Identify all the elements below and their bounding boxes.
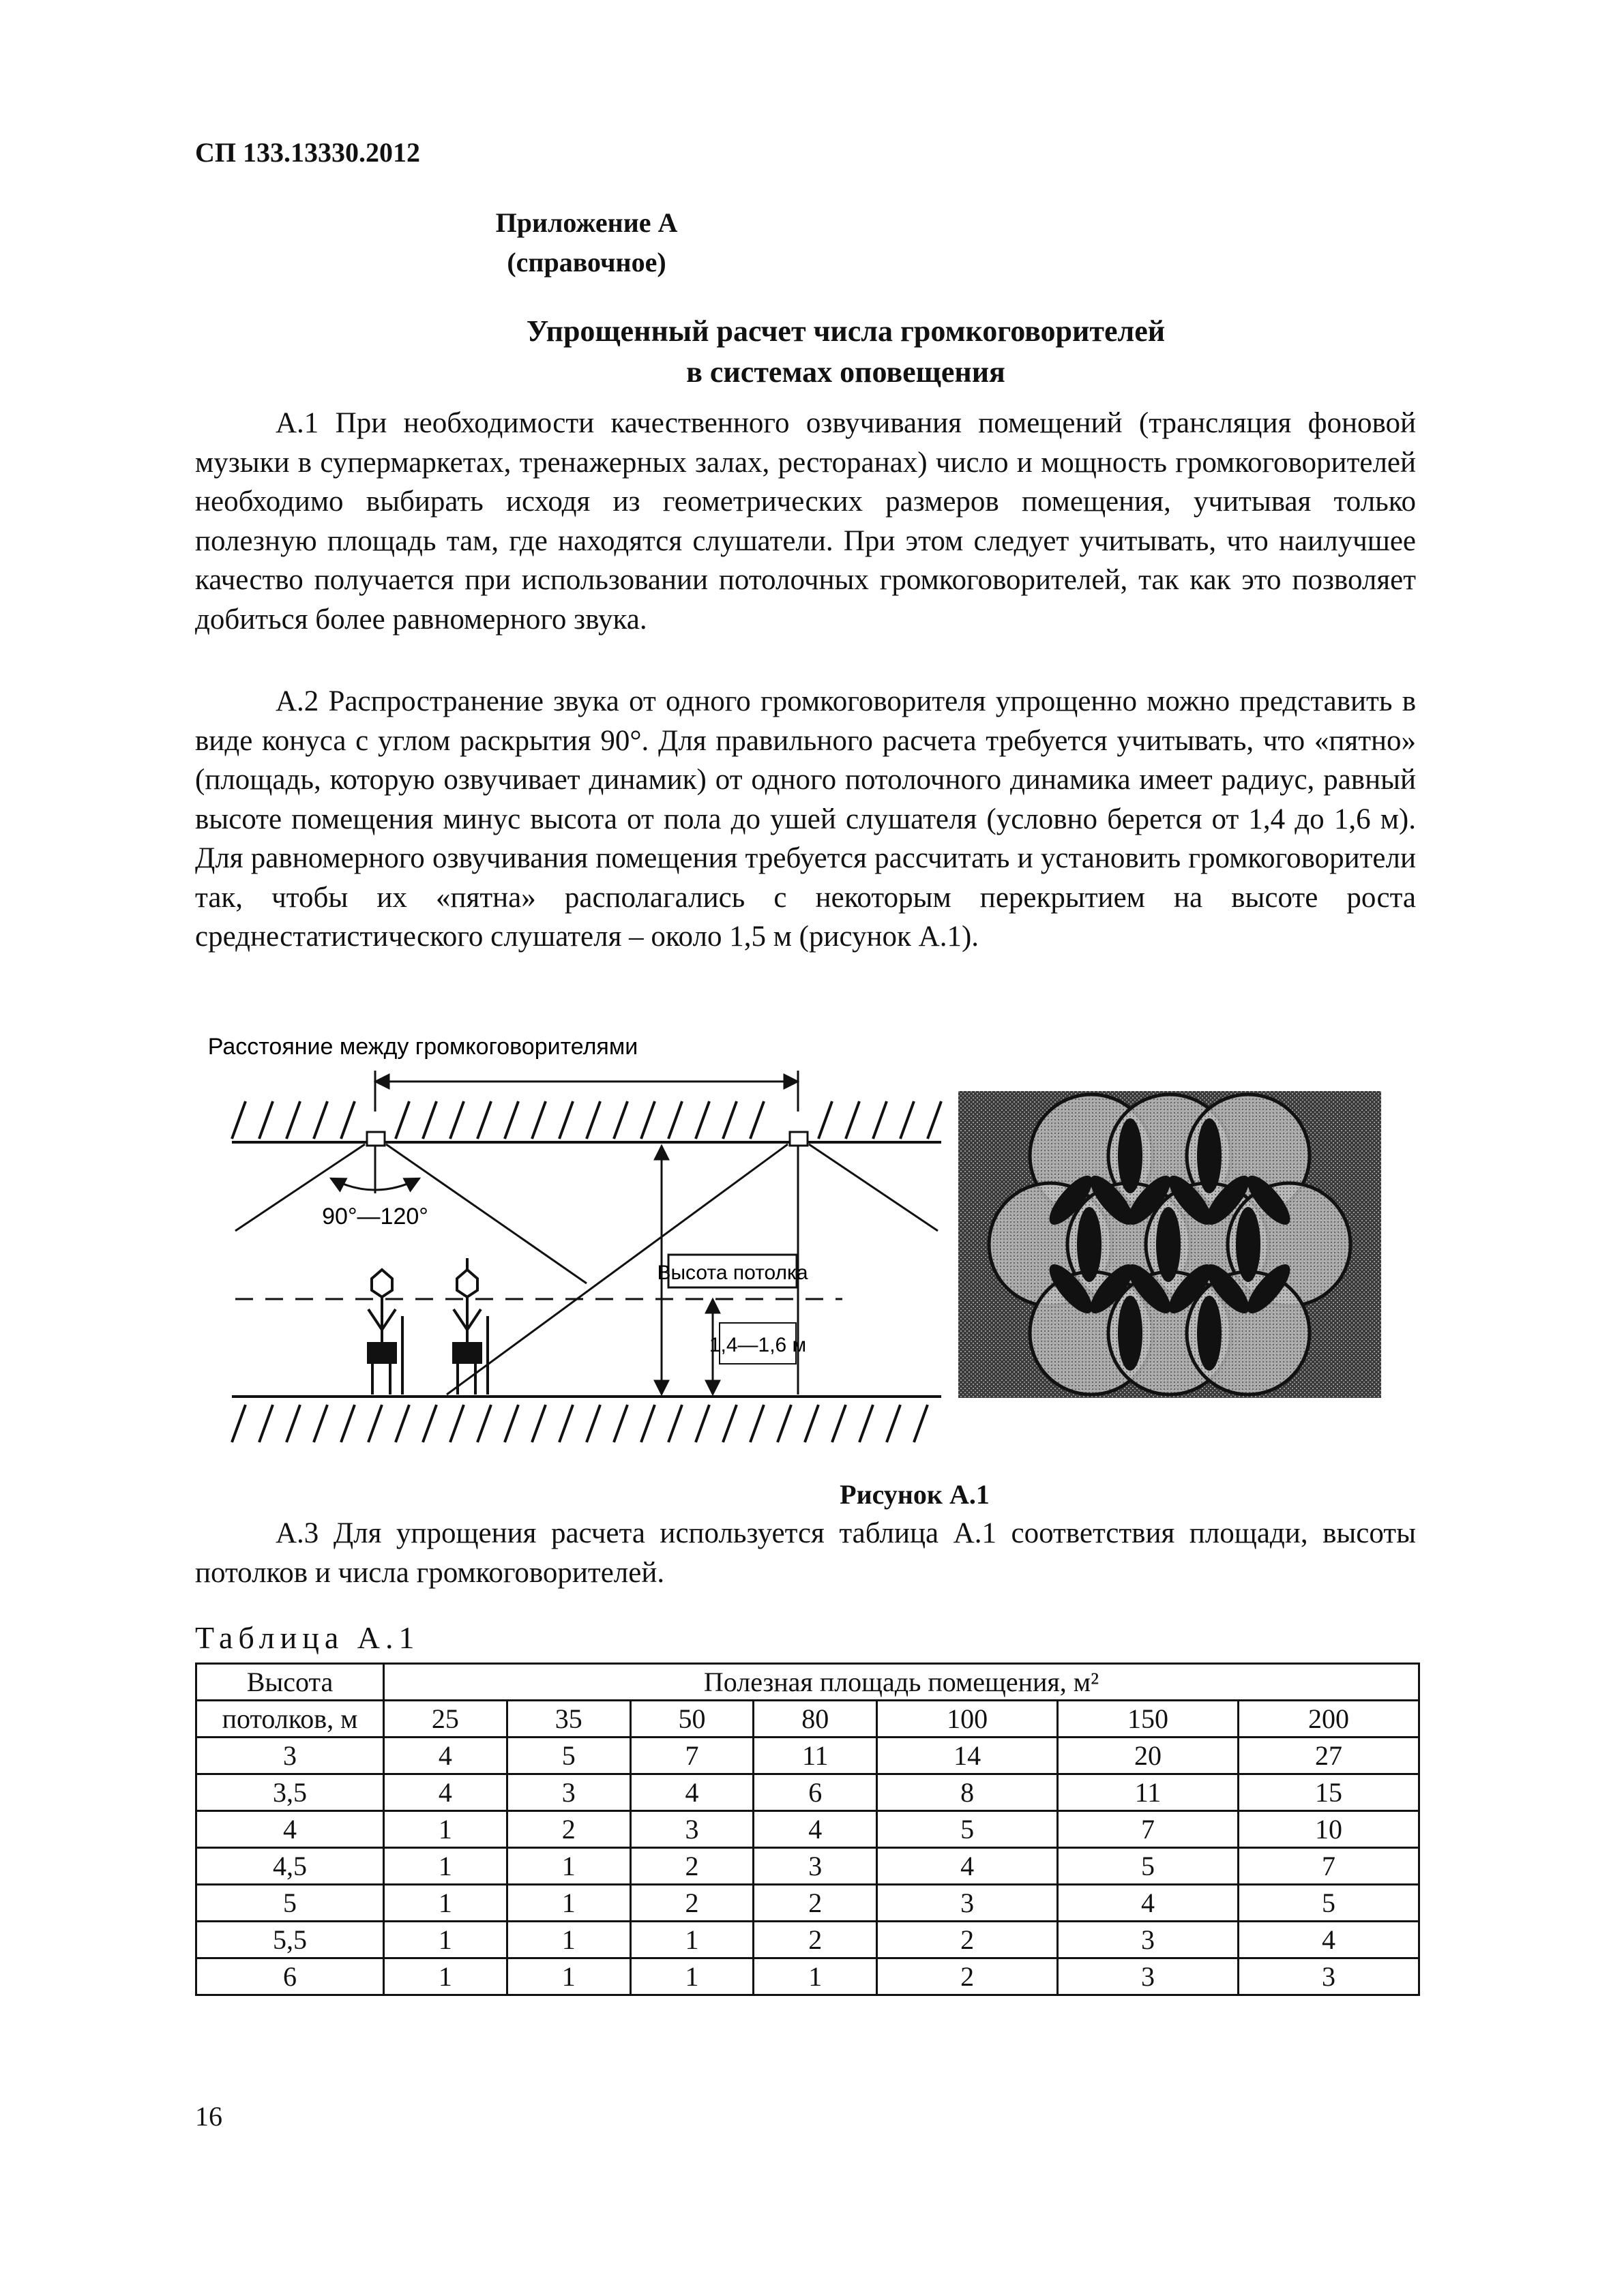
- table-cell: 2: [507, 1811, 630, 1848]
- table-cell: 1: [630, 1922, 754, 1958]
- table-cell: 1: [384, 1885, 507, 1922]
- table-cell: 7: [1058, 1811, 1239, 1848]
- annex-subtitle: (справочное): [507, 247, 666, 278]
- table-cell: 8: [877, 1774, 1058, 1811]
- column-header: 80: [754, 1701, 877, 1738]
- table-cell: 4: [630, 1774, 754, 1811]
- table-cell: 3,5: [196, 1774, 384, 1811]
- table-cell: 11: [1058, 1774, 1239, 1811]
- page-number: 16: [195, 2101, 222, 2132]
- figure-caption: [0, 1478, 1611, 1510]
- table-cell: 3: [1238, 1958, 1419, 1995]
- column-header: 100: [877, 1701, 1058, 1738]
- table-cell: 5: [877, 1811, 1058, 1848]
- column-header: 35: [507, 1701, 630, 1738]
- section-title-line1: Упрощенный расчет числа громкоговорителей: [526, 314, 1166, 348]
- table-cell: 2: [877, 1958, 1058, 1995]
- table-row: [196, 1885, 1419, 1922]
- table-cell: 2: [630, 1848, 754, 1885]
- figure-caption-text: Рисунок А.1: [840, 1479, 990, 1510]
- paragraph-a1: А.1 При необходимости качественного озвучивания помещений (трансляция фоновой музыки в супермаркетах, тренажерных залах, ресторанах) число и мощность громкоговорителей необходимо выбирать исходя из геометрических размеров помещения, учитывая только полезную площадь там, где находятся слушатели. При этом следует учитывать, что наилучшее качество получается при использовании потолочных громкоговорителей, так как это позволяет добиться более равномерного звука.: [195, 407, 1416, 636]
- annex-title: Приложение А: [495, 207, 678, 238]
- table-cell: 3: [1058, 1922, 1239, 1958]
- floor-hatching: [232, 1405, 928, 1442]
- table-cell: 14: [877, 1738, 1058, 1774]
- table-cell: 4: [384, 1774, 507, 1811]
- angle-label: 90°—120°: [322, 1204, 428, 1229]
- table-cell: 1: [384, 1922, 507, 1958]
- table-cell: 4: [1238, 1922, 1419, 1958]
- ear-height-label: 1,4—1,6 м: [709, 1334, 807, 1356]
- table-cell: 10: [1238, 1811, 1419, 1848]
- speaker-1: [367, 1132, 385, 1146]
- table-cell: 2: [877, 1922, 1058, 1958]
- table-cell: 5: [196, 1885, 384, 1922]
- ceiling-hatching: [232, 1101, 941, 1139]
- table-cell: 4,5: [196, 1848, 384, 1885]
- speaker-count-table: [195, 1663, 1420, 1996]
- listener-1: [368, 1270, 402, 1395]
- table-row: [196, 1922, 1419, 1958]
- table-cell: 2: [754, 1885, 877, 1922]
- table-cell: 1: [507, 1922, 630, 1958]
- table-row: [196, 1848, 1419, 1885]
- table-cell: 3: [196, 1738, 384, 1774]
- table-cell: 1: [384, 1848, 507, 1885]
- paragraph-a3: А.3 Для упрощения расчета используется таблица А.1 соответствия площади, высоты потолков и числа громкоговорителей.: [195, 1517, 1416, 1589]
- table-cell: 4: [877, 1848, 1058, 1885]
- table-row: [196, 1811, 1419, 1848]
- column-header: 50: [630, 1701, 754, 1738]
- section-title: [437, 311, 1255, 393]
- table-cell: 3: [754, 1848, 877, 1885]
- paragraph-a2: А.2 Распространение звука от одного громкоговорителя упрощенно можно представить в виде конуса с углом раскрытия 90°. Для правильного расчета требуется учитывать, что «пятно» (площадь, которую озвучивает динамик) от одного потолочного динамика имеет радиус, равный высоте помещения минус высота от пола до ушей слушателя (условно берется от 1,4 до 1,6 м). Для равномерного озвучивания помещения требуется рассчитать и установить громкоговорители так, чтобы их «пятна» располагались с некоторым перекрытием на высоте роста среднестатистического слушателя – около 1,5 м (рисунок А.1).: [195, 685, 1416, 953]
- table-cell: 5: [507, 1738, 630, 1774]
- column-header: 25: [384, 1701, 507, 1738]
- table-row: [196, 1958, 1419, 1995]
- table-cell: 27: [1238, 1738, 1419, 1774]
- table-cell: 3: [630, 1811, 754, 1848]
- table-cell: 1: [384, 1811, 507, 1848]
- speaker-coverage-diagram: [205, 1023, 948, 1446]
- sound-cones: [235, 1144, 938, 1395]
- table-title: Таблица А.1: [195, 1620, 420, 1655]
- table-row: [196, 1738, 1419, 1774]
- annex-heading: [0, 203, 1611, 282]
- row-header-top: Высота: [196, 1664, 384, 1701]
- listener-2: [454, 1258, 488, 1395]
- section-title-line2: в системах оповещения: [686, 355, 1005, 389]
- table-cell: 5: [1058, 1848, 1239, 1885]
- table-cell: 1: [630, 1958, 754, 1995]
- speaker-2: [790, 1132, 808, 1146]
- row-header-bottom: потолков, м: [196, 1701, 384, 1738]
- table-cell: 5,5: [196, 1922, 384, 1958]
- table-cell: 2: [630, 1885, 754, 1922]
- ceiling-height-label: Высота потолка: [657, 1262, 808, 1284]
- table-cell: 1: [507, 1885, 630, 1922]
- table-cell: 4: [1058, 1885, 1239, 1922]
- table-cell: 3: [1058, 1958, 1239, 1995]
- table-cell: 4: [754, 1811, 877, 1848]
- table-cell: 1: [507, 1958, 630, 1995]
- table-cell: 3: [877, 1885, 1058, 1922]
- table-cell: 6: [754, 1774, 877, 1811]
- document-code: СП 133.13330.2012: [195, 137, 420, 168]
- table-cell: 11: [754, 1738, 877, 1774]
- table-cell: 7: [1238, 1848, 1419, 1885]
- table-cell: 1: [384, 1958, 507, 1995]
- table-cell: 15: [1238, 1774, 1419, 1811]
- table-cell: 6: [196, 1958, 384, 1995]
- coverage-pattern-image: [958, 1091, 1381, 1398]
- table-cell: 5: [1238, 1885, 1419, 1922]
- distance-label: Расстояние между громкоговорителями: [207, 1034, 638, 1060]
- table-cell: 2: [754, 1922, 877, 1958]
- table-cell: 3: [507, 1774, 630, 1811]
- table-cell: 4: [384, 1738, 507, 1774]
- table-cell: 4: [196, 1811, 384, 1848]
- table-cell: 20: [1058, 1738, 1239, 1774]
- area-group-header: Полезная площадь помещения, м²: [384, 1664, 1419, 1701]
- table-row: [196, 1774, 1419, 1811]
- table-cell: 1: [507, 1848, 630, 1885]
- table-cell: 1: [754, 1958, 877, 1995]
- column-header: 150: [1058, 1701, 1239, 1738]
- table-cell: 7: [630, 1738, 754, 1774]
- column-header: 200: [1238, 1701, 1419, 1738]
